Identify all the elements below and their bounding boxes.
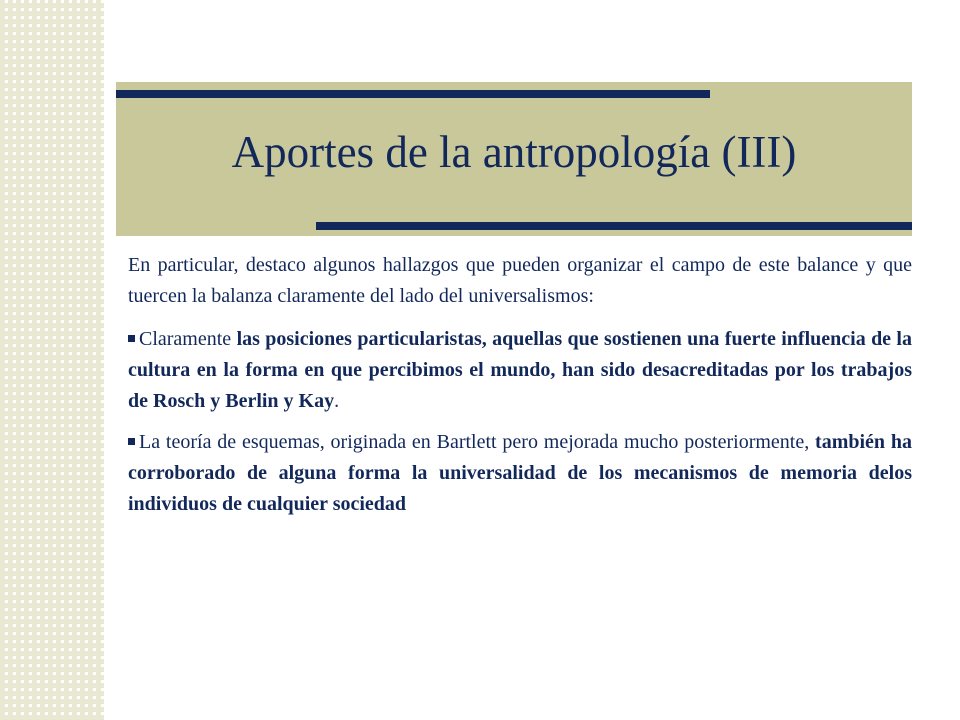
bullet-1-tail: . bbox=[334, 390, 340, 412]
square-bullet-icon bbox=[128, 438, 135, 445]
bullet-1-lead: Claramente bbox=[139, 328, 237, 350]
bullet-1-bold: las posiciones particularistas, aquellas que sostienen una fuerte influencia de la cultura en la forma en que percibimos el mundo, han sido desacreditadas por los trabajos de Rosch y Berlin y Kay bbox=[128, 328, 912, 412]
square-bullet-icon bbox=[128, 335, 135, 342]
decorative-side-pattern bbox=[0, 0, 104, 720]
bullet-item-2 bbox=[128, 427, 912, 520]
slide-title: Aportes de la antropología (III) bbox=[231, 127, 797, 177]
title-bottom-bar bbox=[316, 222, 912, 230]
title-top-bar bbox=[116, 90, 710, 98]
intro-paragraph: En particular, destaco algunos hallazgos que pueden organizar el campo de este balance y que tuercen la balanza claramente del lado del universalismos: bbox=[128, 254, 912, 307]
bullet-2-lead: La teoría de esquemas, originada en Bartlett pero mejorada mucho posteriormente, bbox=[139, 431, 816, 453]
bullet-2-bold: también ha corroborado de alguna forma la universalidad de los mecanismos de memoria delos individuos de cualquier sociedad bbox=[128, 431, 912, 515]
bullet-item-1 bbox=[128, 324, 912, 417]
slide-body bbox=[128, 250, 912, 530]
